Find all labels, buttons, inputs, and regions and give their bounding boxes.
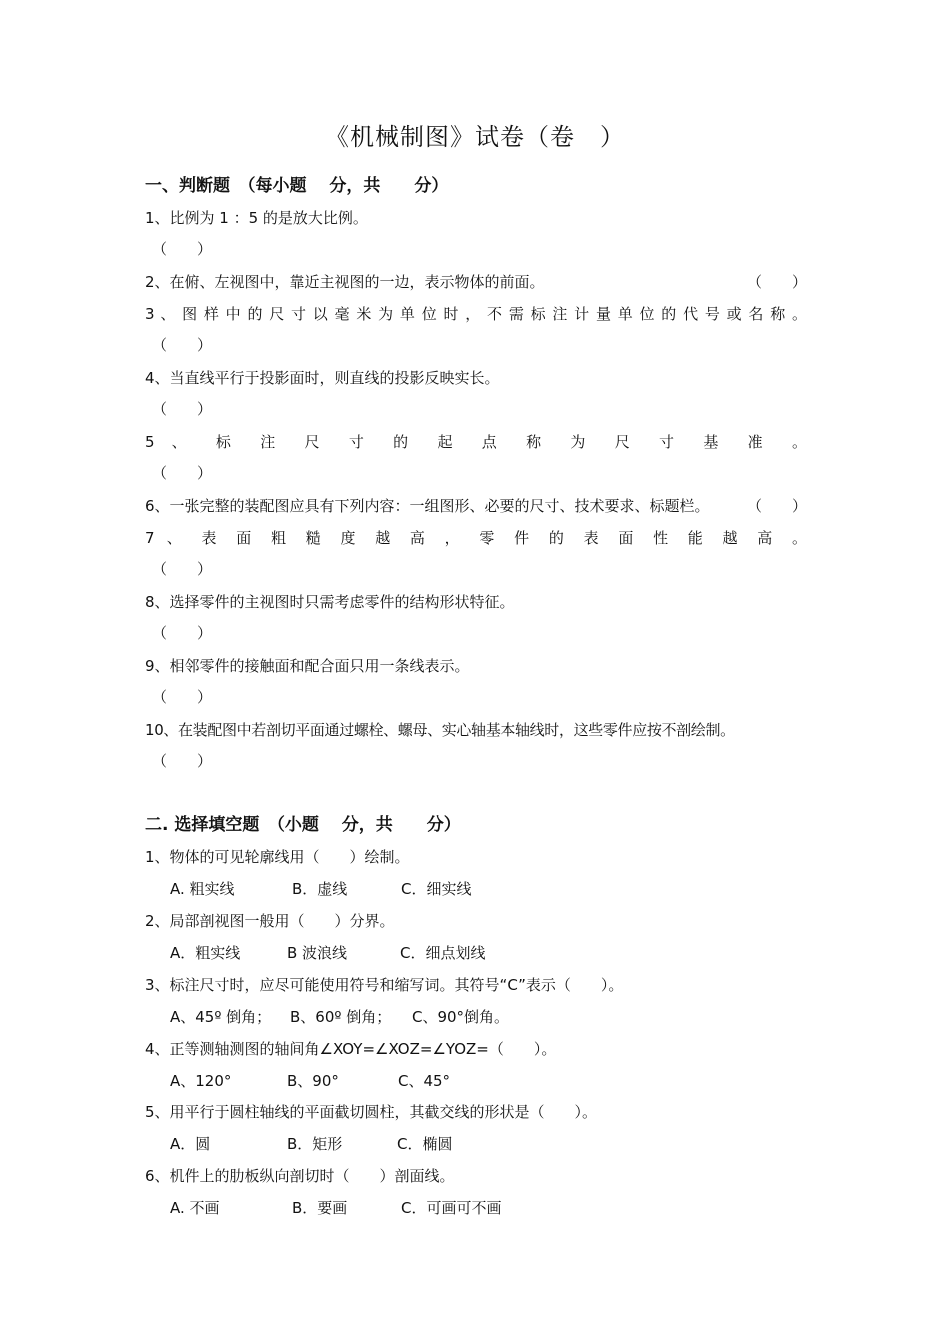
s2-question-4: 4、正等测轴测图的轴间角∠XOY=∠XOZ=∠YOZ=（ ）。 [145, 1040, 557, 1058]
s2-q4-option-c: C、45° [398, 1072, 451, 1090]
s1-question-5: 5 、 标 注 尺 寸 的 起 点 称 为 尺 寸 基 准 。 [145, 433, 807, 451]
s2-q5-option-a: A．圆 [170, 1135, 211, 1153]
s2-q1-option-b: B．虚线 [292, 880, 348, 898]
s1-answer-mark-5: （ ） [152, 464, 213, 482]
s1-question-10: 10、在装配图中若剖切平面通过螺栓、螺母、实心轴基本轴线时，这些零件应按不剖绘制。 [145, 721, 735, 739]
s1-question-7: 7 、 表 面 粗 糙 度 越 高 ， 零 件 的 表 面 性 能 越 高 。 [145, 529, 807, 547]
s1-answer-mark-2: （ ） [746, 273, 807, 291]
s1-question-6-text: 6、一张完整的装配图应具有下列内容：一组图形、必要的尺寸、技术要求、标题栏。 [145, 497, 710, 515]
s1-question-2-text: 2、在俯、左视图中，靠近主视图的一边，表示物体的前面。 [145, 273, 545, 291]
s2-question-5: 5、用平行于圆柱轴线的平面截切圆柱，其截交线的形状是（ ）。 [145, 1103, 598, 1121]
s1-answer-mark-10: （ ） [152, 752, 213, 770]
s1-answer-mark-7: （ ） [152, 560, 213, 578]
section1-heading: 一、判断题 （每小题 分，共 分） [145, 176, 449, 196]
s1-answer-mark-4: （ ） [152, 400, 213, 418]
s2-q5-option-c: C．椭圆 [397, 1135, 453, 1153]
s1-answer-mark-9: （ ） [152, 688, 213, 706]
s1-answer-mark-6: （ ） [746, 497, 807, 515]
s2-question-6: 6、机件上的肋板纵向剖切时（ ）剖面线。 [145, 1167, 455, 1185]
section2-heading: 二. 选择填空题 （小题 分，共 分） [145, 815, 461, 835]
s2-q4-option-b: B、90° [287, 1072, 339, 1090]
exam-title: 《机械制图》试卷（卷 ） [325, 123, 625, 151]
s2-question-2: 2、局部剖视图一般用（ ）分界。 [145, 912, 395, 930]
s2-q2-option-c: C．细点划线 [400, 944, 486, 962]
s1-question-2 [145, 271, 807, 292]
s2-question-1: 1、物体的可见轮廓线用（ ）绘制。 [145, 848, 410, 866]
s1-question-4: 4、当直线平行于投影面时，则直线的投影反映实长。 [145, 369, 500, 387]
s1-question-6 [145, 495, 807, 516]
s2-q5-option-b: B．矩形 [287, 1135, 343, 1153]
s2-question-3: 3、标注尺寸时，应尽可能使用符号和缩写词。其符号“C”表示（ ）。 [145, 976, 624, 994]
s2-q2-option-a: A．粗实线 [170, 944, 241, 962]
s2-q3-option-b: B、60º 倒角； [290, 1008, 392, 1026]
s2-q4-option-a: A、120° [170, 1072, 232, 1090]
s1-answer-mark-3: （ ） [152, 336, 213, 354]
s2-q3-option-a: A、45º 倒角； [170, 1008, 272, 1026]
s2-q3-option-c: C、90°倒角。 [412, 1008, 510, 1026]
s1-question-1: 1、比例为 1 ：5 的是放大比例。 [145, 209, 368, 227]
s1-answer-mark-1: （ ） [152, 240, 213, 258]
s2-q6-option-a: A. 不画 [170, 1199, 220, 1217]
s1-answer-mark-8: （ ） [152, 624, 213, 642]
s1-question-8: 8、选择零件的主视图时只需考虑零件的结构形状特征。 [145, 593, 515, 611]
s2-q6-option-c: C．可画可不画 [401, 1199, 502, 1217]
s2-q1-option-a: A. 粗实线 [170, 880, 235, 898]
s2-q1-option-c: C．细实线 [401, 880, 472, 898]
s2-q6-option-b: B．要画 [292, 1199, 348, 1217]
s1-question-9: 9、相邻零件的接触面和配合面只用一条线表示。 [145, 657, 470, 675]
s2-q2-option-b: B 波浪线 [287, 944, 348, 962]
s1-question-3: 3 、 图 样 中 的 尺 寸 以 毫 米 为 单 位 时 ， 不 需 标 注 计 量 单 位 的 代 号 或 名 称 。 [145, 305, 807, 323]
